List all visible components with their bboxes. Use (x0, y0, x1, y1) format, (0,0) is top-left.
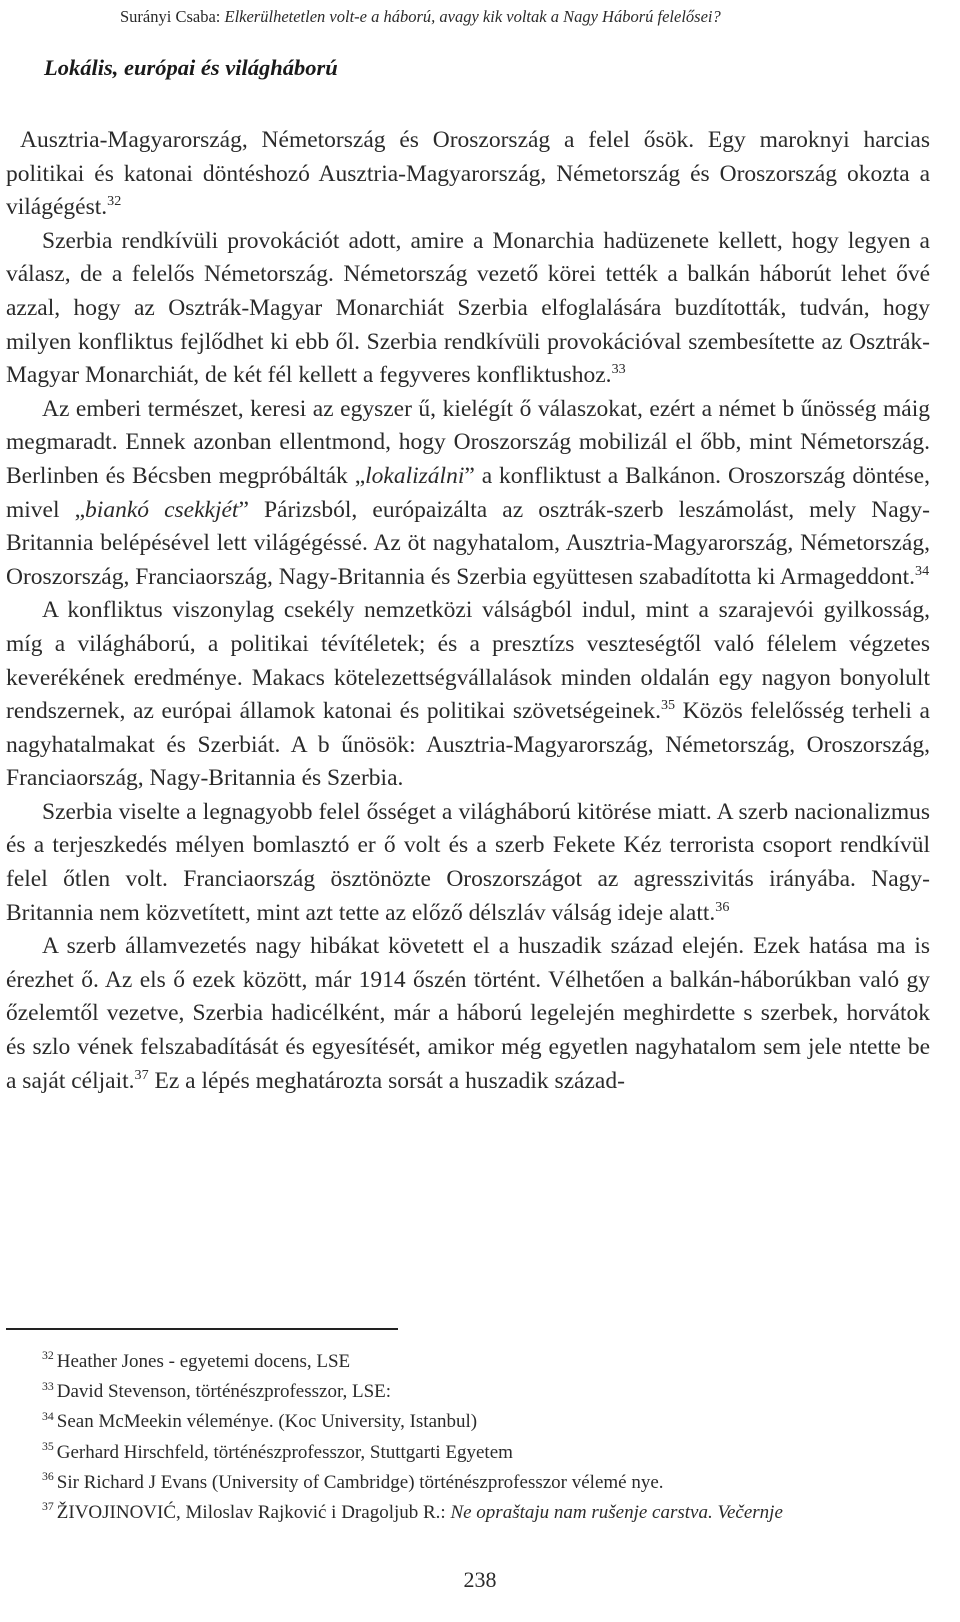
footnote: $^{34}$ Sean McMeekin véleménye. (Koc University, Istanbul) (42, 1409, 478, 1433)
footnote: $^{37}$ ŽIVOJINOVIĆ, Miloslav Rajković i Dragoljub R.: Ne opraštaju nam rušenje carstva. Večernje (42, 1500, 783, 1524)
paragraph: A szerb államvezetés nagy hibákat követett el a huszadik század elején. Ezek hatása ma is érezhet ő. Az els ő ezek között, már 1914 őszén történt. Vélhetően a balkán-háborúkban való gy őzelemtől vezetve, Szerbia hadicélként, már a háború legelején meghirdette s szerbek, horvátok és szlo vének felszabadítását és egyesítését, amikor még egyetlen nagyhatalom sem jele ntette be a saját céljait.$^{37}$ Ez a lépés meghatározta sorsát a huszadik század- (6, 933, 930, 1094)
footnote: $^{36}$ Sir Richard J Evans (University of Cambridge) történészprofesszor vélemé nye. (42, 1470, 664, 1493)
paragraph: A konfliktus viszonylag csekély nemzetközi válságból indul, mint a szarajevói gyilkosság, míg a világháború, a politikai tévítéletek; és a presztízs veszteségtől való félelem végzetes keverékének eredménye. Makacs kötelezettségvállalások minden oldalán egy nagyon bonyolult rendszernek, az európai államok katonai és politikai szövetségeinek.$^{35}$ Közös felelősség terheli a nagyhatalmakat és Szerbiát. A b űnösök: Ausztria-Magyarország, Németország, Oroszország, Franciaország, Nagy-Britannia és Szerbia. (6, 597, 930, 792)
header-title: Elkerülhetetlen volt-e a háború, avagy kik voltak a Nagy Háború felelősei? (224, 7, 721, 26)
italic-term: lokalizálni (365, 462, 465, 489)
footnote-ref: 33 (611, 361, 626, 377)
paragraph: Az emberi természet, keresi az egyszer ű, kielégít ő válaszokat, ezért a német b űnösség máig megmaradt. Ennek azonban ellentmond, hogy Oroszország mobilizál el őbb, mint Németország. Berlinben és Bécsben megpróbálták „lokalizálni” a konfliktust a Balkánon. Oroszország döntése, mivel „biankó csekkjét” Párizsból, európaizálta az osztrák-szerb leszámolást, mely Nagy-Britannia belépésével lett világégéssé. Az öt nagyhatalom, Ausztria-Magyarország, Németország, Oroszország, Franciaország, Nagy-Britannia és Szerbia együttesen szabadította ki Armageddont.$^{34}$ (6, 395, 930, 590)
running-header (120, 4, 880, 30)
footnote: $^{32}$ Heather Jones - egyetemi docens, LSE (42, 1349, 351, 1372)
section-title: Lokális, európai és világháború (44, 55, 338, 80)
footnotes (42, 1347, 942, 1528)
footnote-divider (6, 1328, 398, 1330)
header-author: Surányi Csaba: (120, 7, 221, 26)
body-text (6, 124, 930, 1098)
footnote-ref: 35 (660, 696, 676, 713)
footnote: $^{35}$ Gerhard Hirschfeld, történészprofesszor, Stuttgarti Egyetem (42, 1439, 513, 1463)
paragraph: Szerbia viselte a legnagyobb felel ősséget a világháború kitörése miatt. A szerb nacionalizmus és a terjeszkedés mélyen bomlasztó er ő volt és a szerb Fekete Kéz terrorista csoport rendkívül felel őtlen volt. Franciaország ösztönözte Oroszországot az agresszivitás irányába. Nagy-Britannia nem közvetített, mint azt tette az előző délszláv válság ideje alatt.$^{36}$ (6, 798, 930, 926)
footnote: $^{33}$ David Stevenson, történészprofesszor, LSE: (42, 1379, 392, 1403)
paragraph: Ausztria-Magyarország, Németország és Oroszország a felel ősök. Egy maroknyi harcias politikai és katonai döntéshozó Ausztria-Magyarország, Németország és Oroszország okozta a világégést.$^{32}$ (6, 127, 930, 221)
paragraph: Szerbia rendkívüli provokációt adott, amire a Monarchia hadüzenete kellett, hogy legyen a válasz, de a felelős Németország. Németország vezető körei tették a balkán háborút lehet ővé azzal, hogy az Osztrák-Magyar Monarchiát Szerbia elfoglalására buzdították, tudván, hogy milyen konfliktus fejlődhet ki ebb ől. Szerbia rendkívüli provokációval szembesítette az Osztrák-Magyar Monarchiát, de két fél kellett a fegyveres konfliktushoz.$^{33}$ (6, 227, 930, 389)
footnote-ref: 36 (715, 898, 730, 915)
page-number: 238 (463, 1567, 497, 1592)
footnote-ref: 37 (134, 1066, 149, 1083)
footnote-ref: 32 (107, 193, 122, 210)
footnote-ref: 34 (915, 562, 930, 579)
italic-term: biankó csekkjét (85, 496, 239, 523)
